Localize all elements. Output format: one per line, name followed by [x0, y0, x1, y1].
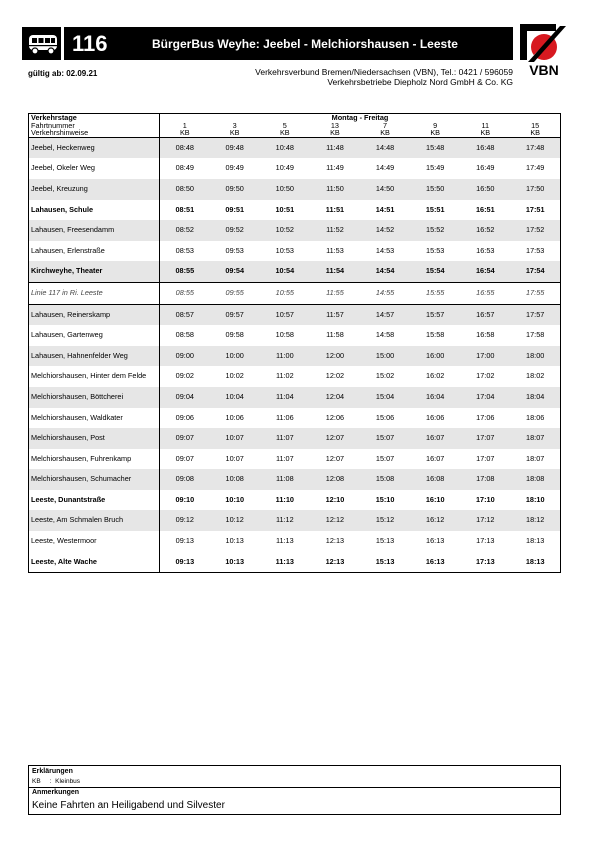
departure-time: 11:04	[260, 387, 310, 408]
trip-note: KB	[410, 129, 460, 137]
trip-number: 13	[330, 121, 339, 130]
departure-time: 18:08	[510, 469, 560, 490]
stop-name: Lahausen, Gartenweg	[29, 325, 160, 346]
remarks-label: Anmerkungen	[32, 789, 80, 796]
departure-time: 16:48	[460, 137, 510, 158]
departure-time: 18:13	[510, 531, 560, 552]
departure-time: 09:57	[210, 304, 260, 325]
stop-name: Jeebel, Okeler Weg	[29, 158, 160, 179]
departure-time: 17:13	[476, 536, 495, 546]
header-divider	[61, 27, 64, 60]
departure-time: 10:07	[210, 428, 260, 449]
departure-time: 09:52	[210, 220, 260, 241]
departure-time: 15:52	[410, 220, 460, 241]
notes-label: Verkehrshinweise	[29, 129, 160, 137]
stop-name: Leeste, Am Schmalen Bruch	[29, 510, 160, 531]
departure-time: 12:08	[310, 469, 360, 490]
departure-time: 15:53	[426, 245, 445, 255]
bus-icon-box	[22, 27, 64, 60]
departure-time: 16:13	[426, 536, 445, 546]
departure-time: 15:02	[375, 371, 395, 381]
line-number: 116	[72, 31, 108, 56]
stop-name: Melchiorshausen, Schumacher	[29, 469, 160, 490]
departure-time: 17:50	[510, 179, 560, 200]
departure-time: 15:51	[425, 204, 445, 214]
trip-number: 11	[481, 121, 490, 130]
departure-time: 16:51	[475, 204, 495, 214]
trip-label: Fahrtnummer	[29, 122, 160, 130]
stop-name: Lahausen, Freesendamm	[29, 220, 160, 241]
departure-time: 10:50	[260, 179, 310, 200]
departure-time: 11:10	[275, 494, 294, 504]
departure-time: 10:04	[210, 387, 260, 408]
departure-time: 11:48	[310, 137, 360, 158]
departure-time: 10:53	[275, 245, 294, 255]
operator-info-line2: Verkehrsbetriebe Diepholz Nord GmbH & Co. KG	[327, 77, 513, 87]
departure-time: 11:13	[260, 552, 310, 573]
valid-from: gültig ab: 02.09.21	[28, 69, 98, 78]
departure-time: 11:52	[310, 220, 360, 241]
departure-time: 16:07	[410, 428, 460, 449]
table-row	[29, 179, 561, 200]
route-title: BürgerBus Weyhe: Jeebel - Melchiorshausen - Leeste	[152, 37, 458, 51]
departure-time: 09:53	[225, 245, 244, 255]
departure-time: 12:07	[325, 453, 345, 463]
departure-time: 11:07	[275, 453, 294, 463]
departure-time: 16:02	[426, 371, 445, 381]
trip-note: KB	[510, 129, 560, 137]
stop-name: Melchiorshausen, Fuhrenkamp	[29, 449, 160, 470]
table-row	[29, 552, 561, 573]
departure-time: 18:10	[510, 490, 560, 511]
header-row-trips	[29, 122, 561, 130]
departure-time: 17:07	[460, 428, 510, 449]
departure-time: 10:58	[275, 330, 294, 340]
trip-number: 3	[232, 121, 237, 130]
trip-number: 9	[433, 121, 438, 130]
timetable	[28, 113, 561, 573]
departure-time: 16:12	[410, 510, 460, 531]
footer-divider	[29, 787, 560, 788]
table-row	[29, 490, 561, 511]
departure-time: 16:07	[426, 453, 445, 463]
departure-time: 12:12	[310, 510, 360, 531]
departure-time: 11:12	[260, 510, 310, 531]
departure-time: 17:07	[476, 453, 495, 463]
operator-info-line1: Verkehrsverbund Bremen/Niedersachsen (VBN), Tel.: 0421 / 596059	[255, 67, 513, 77]
departure-time: 17:52	[510, 220, 560, 241]
departure-time: 12:10	[325, 494, 345, 504]
departure-time: 09:13	[160, 552, 210, 573]
vbn-logo-text: VBN	[529, 62, 559, 78]
table-row	[29, 241, 561, 262]
departure-time: 18:06	[510, 408, 560, 429]
stop-name: Lahausen, Erlenstraße	[29, 241, 160, 262]
departure-time: 08:50	[160, 179, 210, 200]
departure-time: 15:00	[360, 346, 410, 367]
departure-time: 12:04	[310, 387, 360, 408]
stop-name: Melchiorshausen, Böttcherei	[29, 387, 160, 408]
stop-name: Leeste, Dunantstraße	[29, 490, 160, 511]
departure-time: 09:13	[175, 536, 194, 546]
departure-time: 17:48	[510, 137, 560, 158]
table-row	[29, 408, 561, 429]
departure-time: 15:10	[375, 494, 395, 504]
departure-time: 08:55	[160, 261, 210, 282]
departure-time: 16:52	[460, 220, 510, 241]
departure-time: 10:57	[260, 304, 310, 325]
departure-time: 16:04	[410, 387, 460, 408]
departure-time: 17:04	[460, 387, 510, 408]
departure-time: 09:51	[225, 204, 245, 214]
departure-time: 17:53	[510, 241, 560, 262]
departure-time: 09:58	[225, 330, 244, 340]
stop-name: Leeste, Alte Wache	[29, 552, 160, 573]
departure-time: 15:57	[410, 304, 460, 325]
departure-time: 16:10	[425, 494, 445, 504]
departure-time: 08:52	[160, 220, 210, 241]
departure-time: 16:53	[476, 245, 495, 255]
departure-time: 15:49	[426, 163, 445, 173]
departure-time: 14:58	[375, 330, 395, 340]
header-row-notes	[29, 129, 561, 137]
days-label: Verkehrstage	[29, 114, 160, 122]
departure-time: 08:55	[160, 282, 210, 304]
departure-time: 11:02	[275, 371, 294, 381]
trip-note: KB	[360, 129, 410, 137]
departure-time: 15:06	[375, 412, 395, 422]
table-row	[29, 346, 561, 367]
departure-time: 10:12	[210, 510, 260, 531]
table-row	[29, 220, 561, 241]
departure-time: 15:13	[375, 536, 395, 546]
departure-time: 10:51	[275, 204, 295, 214]
departure-time: 17:12	[460, 510, 510, 531]
departure-time: 11:13	[275, 536, 294, 546]
departure-time: 10:52	[260, 220, 310, 241]
departure-time: 15:12	[360, 510, 410, 531]
departure-time: 09:54	[210, 261, 260, 282]
departure-time: 18:07	[510, 428, 560, 449]
departure-time: 09:50	[210, 179, 260, 200]
departure-time: 09:00	[160, 346, 210, 367]
explanations-label: Erklärungen	[32, 768, 73, 775]
departure-time: 08:51	[175, 204, 195, 214]
departure-time: 10:06	[225, 412, 244, 422]
departure-time: 16:49	[476, 163, 495, 173]
stop-name: Lahausen, Hahnenfelder Weg	[29, 346, 160, 367]
departure-time: 11:51	[325, 204, 345, 214]
departure-time: 14:48	[360, 137, 410, 158]
departure-time: 08:48	[160, 137, 210, 158]
trip-number: 7	[383, 121, 388, 130]
stop-name: Melchiorshausen, Waldkater	[29, 408, 160, 429]
footer-box	[28, 765, 561, 815]
departure-time: 10:49	[275, 163, 294, 173]
stop-name: Lahausen, Schule	[29, 200, 160, 221]
table-row	[29, 531, 561, 552]
departure-time: 15:13	[360, 552, 410, 573]
departure-time: 15:54	[410, 261, 460, 282]
operator-info	[255, 67, 513, 87]
departure-time: 11:49	[326, 163, 344, 173]
departure-time: 10:00	[210, 346, 260, 367]
header-row-days	[29, 114, 561, 122]
stop-name: Melchiorshausen, Post	[29, 428, 160, 449]
departure-time: 09:49	[225, 163, 244, 173]
departure-time: 11:07	[260, 428, 310, 449]
departure-time: 17:02	[476, 371, 495, 381]
remark-text: Keine Fahrten an Heiligabend und Silvester	[32, 800, 225, 811]
departure-time: 09:07	[160, 428, 210, 449]
table-row	[29, 137, 561, 158]
departure-time: 15:08	[360, 469, 410, 490]
departure-time: 09:12	[160, 510, 210, 531]
table-row	[29, 200, 561, 221]
departure-time: 17:10	[475, 494, 495, 504]
departure-time: 15:50	[410, 179, 460, 200]
departure-time: 15:07	[375, 453, 395, 463]
explanation-text: KB : Kleinbus	[32, 778, 81, 785]
departure-time: 17:51	[510, 200, 560, 221]
departure-time: 15:48	[410, 137, 460, 158]
departure-time: 08:58	[175, 330, 194, 340]
trip-note: KB	[210, 129, 260, 137]
departure-time: 11:06	[275, 412, 294, 422]
trip-note: KB	[310, 129, 360, 137]
departure-time: 14:52	[360, 220, 410, 241]
departure-time: 18:00	[510, 346, 560, 367]
departure-time: 09:55	[210, 282, 260, 304]
departure-time: 11:54	[310, 261, 360, 282]
stop-name: Linie 117 in Ri. Leeste	[29, 282, 160, 304]
departure-time: 15:04	[360, 387, 410, 408]
departure-time: 17:08	[460, 469, 510, 490]
departure-time: 12:06	[325, 412, 345, 422]
trip-number: 1	[182, 121, 187, 130]
table-row	[29, 449, 561, 470]
departure-time: 18:12	[510, 510, 560, 531]
table-row	[29, 387, 561, 408]
departure-time: 09:04	[160, 387, 210, 408]
departure-time: 17:00	[460, 346, 510, 367]
departure-time: 15:55	[410, 282, 460, 304]
table-row	[29, 325, 561, 346]
departure-time: 09:02	[175, 371, 194, 381]
stop-name: Jeebel, Kreuzung	[29, 179, 160, 200]
departure-time: 10:13	[225, 536, 244, 546]
departure-time: 14:57	[360, 304, 410, 325]
table-row	[29, 469, 561, 490]
departure-time: 10:13	[210, 552, 260, 573]
departure-time: 18:04	[510, 387, 560, 408]
departure-time: 14:55	[360, 282, 410, 304]
departure-time: 12:13	[325, 536, 345, 546]
departure-time: 18:13	[510, 552, 560, 573]
departure-time: 10:55	[260, 282, 310, 304]
departure-time: 18:07	[510, 449, 560, 470]
departure-time: 16:13	[410, 552, 460, 573]
departure-time: 16:50	[460, 179, 510, 200]
table-row	[29, 261, 561, 282]
table-row	[29, 304, 561, 325]
departure-time: 16:55	[460, 282, 510, 304]
table-row	[29, 366, 561, 387]
departure-time: 12:13	[310, 552, 360, 573]
departure-time: 17:13	[460, 552, 510, 573]
trip-number: 5	[282, 121, 287, 130]
departure-time: 11:57	[310, 304, 360, 325]
departure-time: 17:49	[510, 158, 560, 179]
table-row	[29, 282, 561, 304]
departure-time: 16:06	[426, 412, 445, 422]
stop-name: Kirchweyhe, Theater	[29, 261, 160, 282]
departure-time: 16:08	[410, 469, 460, 490]
departure-time: 11:53	[326, 245, 344, 255]
trip-number: 15	[510, 122, 560, 130]
departure-time: 17:06	[476, 412, 495, 422]
departure-time: 08:53	[175, 245, 194, 255]
trip-note: KB	[460, 129, 510, 137]
departure-time: 11:55	[310, 282, 360, 304]
departure-time: 16:00	[410, 346, 460, 367]
departure-time: 11:08	[260, 469, 310, 490]
departure-time: 16:57	[460, 304, 510, 325]
trip-note: KB	[160, 129, 210, 137]
departure-time: 17:55	[510, 282, 560, 304]
departure-time: 16:54	[460, 261, 510, 282]
departure-time: 14:51	[375, 204, 395, 214]
departure-time: 08:49	[175, 163, 194, 173]
stop-name: Melchiorshausen, Hinter dem Felde	[29, 366, 160, 387]
stop-name: Leeste, Westermoor	[29, 531, 160, 552]
departure-time: 14:54	[360, 261, 410, 282]
departure-time: 17:54	[510, 261, 560, 282]
departure-time: 15:07	[360, 428, 410, 449]
departure-time: 14:53	[375, 245, 395, 255]
departure-time: 12:00	[310, 346, 360, 367]
table-row	[29, 510, 561, 531]
departure-time: 11:58	[326, 330, 344, 340]
stop-name: Lahausen, Reinerskamp	[29, 304, 160, 325]
table-row	[29, 158, 561, 179]
departure-time: 14:49	[375, 163, 395, 173]
departure-time: 08:57	[160, 304, 210, 325]
departure-time: 09:06	[175, 412, 194, 422]
trip-note: KB	[260, 129, 310, 137]
vbn-logo	[518, 22, 570, 78]
departure-time: 17:58	[510, 325, 560, 346]
table-row	[29, 428, 561, 449]
departure-time: 10:48	[260, 137, 310, 158]
days-value: Montag - Freitag	[160, 114, 561, 122]
departure-time: 09:07	[175, 453, 194, 463]
departure-time: 09:48	[210, 137, 260, 158]
departure-time: 10:54	[260, 261, 310, 282]
departure-time: 10:10	[225, 494, 245, 504]
departure-time: 10:07	[225, 453, 244, 463]
departure-time: 10:08	[210, 469, 260, 490]
departure-time: 15:58	[426, 330, 445, 340]
departure-time: 11:00	[260, 346, 310, 367]
departure-time: 09:10	[175, 494, 195, 504]
departure-time: 18:02	[510, 366, 560, 387]
stop-name: Jeebel, Heckenweg	[29, 137, 160, 158]
departure-time: 12:07	[310, 428, 360, 449]
bus-icon	[28, 33, 58, 55]
departure-time: 10:02	[225, 371, 244, 381]
departure-time: 14:50	[360, 179, 410, 200]
departure-time: 17:57	[510, 304, 560, 325]
departure-time: 16:58	[476, 330, 495, 340]
departure-time: 11:50	[310, 179, 360, 200]
departure-time: 09:08	[160, 469, 210, 490]
departure-time: 12:02	[325, 371, 345, 381]
